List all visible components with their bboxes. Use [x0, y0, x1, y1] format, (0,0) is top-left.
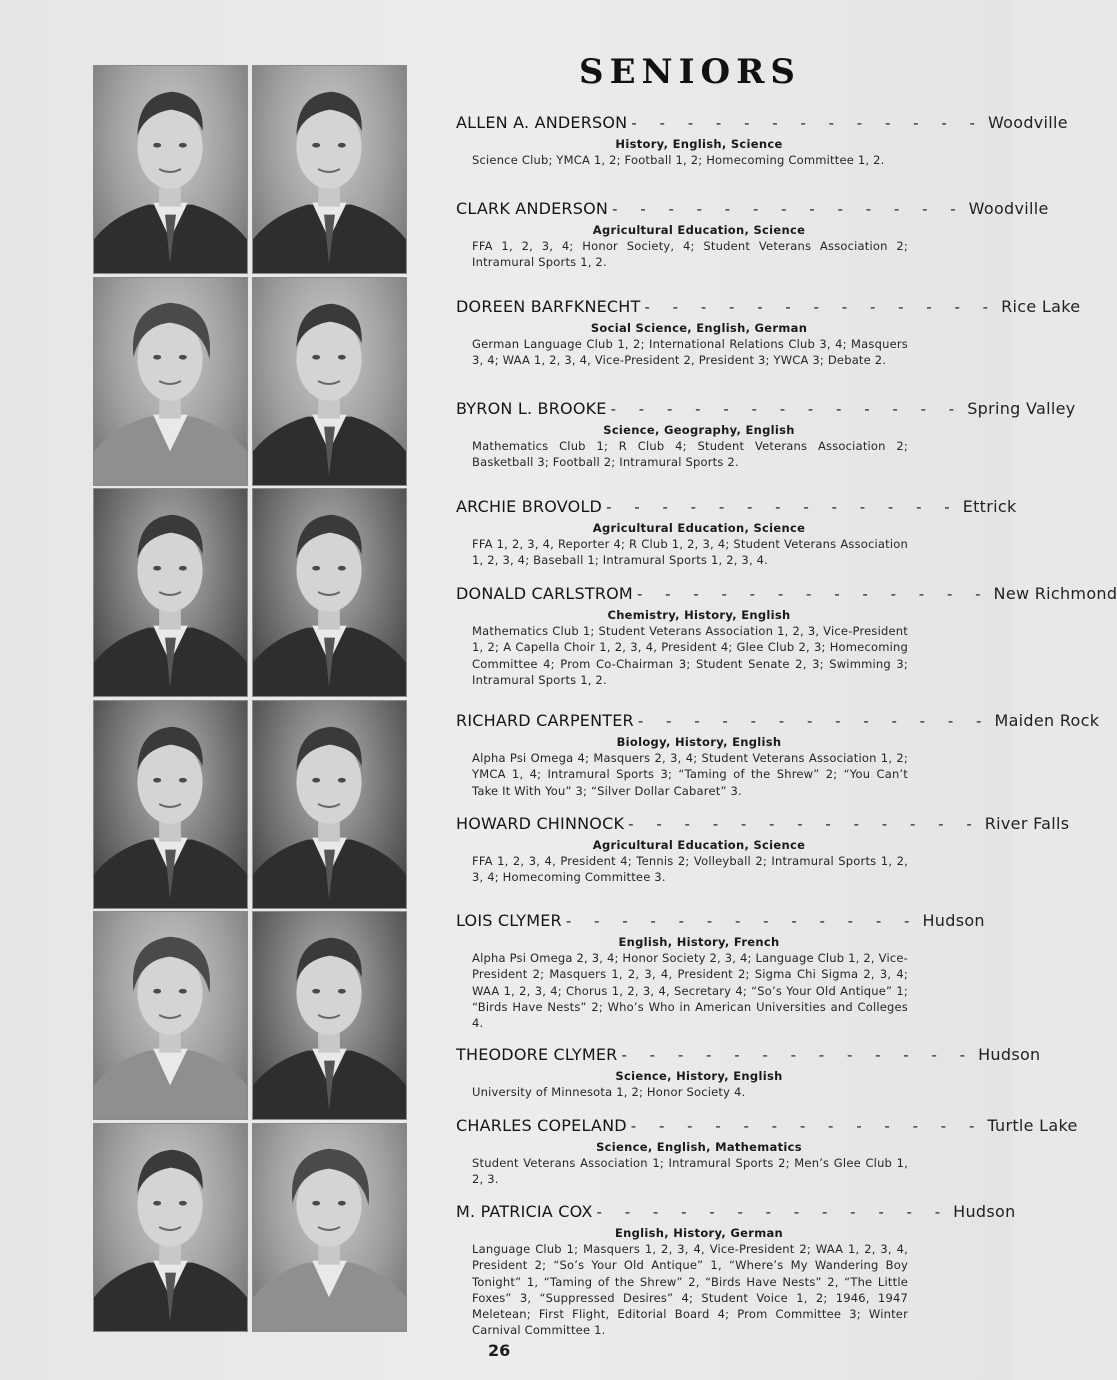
senior-name: HOWARD CHINNOCK: [456, 814, 625, 833]
senior-entry: [456, 584, 1117, 688]
activities: Alpha Psi Omega 2, 3, 4; Honor Society 2, 3, 4; Language Club 1, 2, Vice-President 2; Masquers 1, 2, 3, 4, President 2; Sigma Chi Sigma 2, 3, 4; WAA 1, 2, 3, 4; Chorus 1, 2, 3, 4, Secretary 4; “So’s Your Old Antique” 1; “Birds Have Nests” 2; Who’s Who in American Universities and Colleges 4.: [472, 951, 908, 1031]
senior-entry: [456, 1202, 1016, 1339]
entry-heading: [456, 199, 1049, 221]
hometown: New Richmond: [993, 584, 1117, 603]
activities: FFA 1, 2, 3, 4, Reporter 4; R Club 1, 2, 3, 4; Student Veterans Association 1, 2, 3, 4; Baseball 1; Intramural Sports 1, 2, 3, 4.: [472, 537, 908, 568]
senior-entry: [456, 113, 1068, 168]
page-title: SENIORS: [579, 52, 801, 92]
activities: FFA 1, 2, 3, 4, President 4; Tennis 2; Volleyball 2; Intramural Sports 1, 2, 3, 4; Homecoming Committee 3.: [472, 854, 908, 885]
senior-name: CHARLES COPELAND: [456, 1116, 627, 1135]
majors: Chemistry, History, English: [607, 608, 791, 622]
leader-dashes: - - - - - - - - - - - - -: [610, 400, 964, 418]
entry-heading: [456, 113, 1068, 135]
entry-heading: [456, 1045, 1041, 1067]
activities: University of Minnesota 1, 2; Honor Society 4.: [472, 1085, 746, 1099]
hometown: Woodville: [987, 113, 1068, 132]
leader-dashes: - - - - - - - - - - - - -: [636, 585, 990, 603]
entry-heading: [456, 711, 1100, 733]
senior-entry: [456, 399, 1076, 471]
senior-name: BYRON L. BROOKE: [456, 399, 607, 418]
hometown: Rice Lake: [1001, 297, 1081, 316]
portrait-photo: [252, 1123, 407, 1332]
activities: German Language Club 1, 2; International Relations Club 3, 4; Masquers 3, 4; WAA 1, 2, 3, 4, Vice-President 2, President 3; YWCA 3; Debate 2.: [472, 337, 908, 368]
senior-name: ALLEN A. ANDERSON: [456, 113, 628, 132]
leader-dashes: - - - - - - - - - - - - -: [596, 1203, 950, 1221]
leader-dashes: - - - - - - - - - - - - -: [621, 1046, 975, 1064]
portrait-photo: [93, 488, 248, 697]
portrait-photo: [252, 488, 407, 697]
portrait-silhouette: [253, 1124, 406, 1331]
senior-entry: [456, 711, 1100, 799]
hometown: Maiden Rock: [994, 711, 1100, 730]
portrait-photo: [252, 277, 407, 486]
hometown: Hudson: [922, 911, 985, 930]
entry-heading: [456, 399, 1076, 421]
portrait-silhouette: [94, 912, 247, 1119]
hometown: Hudson: [978, 1045, 1041, 1064]
page-number: 26: [488, 1341, 511, 1360]
entry-heading: [456, 497, 1017, 519]
senior-name: ARCHIE BROVOLD: [456, 497, 603, 516]
majors: Agricultural Education, Science: [592, 838, 806, 852]
portrait-silhouette: [253, 66, 406, 273]
senior-name: DOREEN BARFKNECHT: [456, 297, 641, 316]
leader-dashes: - - - - - - - - - - - - -: [630, 1117, 984, 1135]
senior-name: LOIS CLYMER: [456, 911, 562, 930]
senior-entry: [456, 297, 1081, 369]
entry-heading: [456, 1202, 1016, 1224]
senior-name: RICHARD CARPENTER: [456, 711, 634, 730]
majors: Science, English, Mathematics: [596, 1140, 802, 1154]
entry-heading: [456, 911, 985, 933]
portrait-photo: [252, 700, 407, 909]
leader-dashes: - - - - - - - - - - - - -: [628, 815, 981, 833]
senior-entry: [456, 911, 985, 1031]
portrait-photo: [252, 65, 407, 274]
leader-dashes: - - - - - - - - - - - - -: [631, 114, 984, 132]
hometown: River Falls: [984, 814, 1070, 833]
senior-entry: [456, 1116, 1078, 1188]
hometown: Woodville: [968, 199, 1049, 218]
portrait-grid: [93, 65, 407, 1332]
portrait-silhouette: [253, 701, 406, 908]
leader-dashes: - - - - - - - - - - - - -: [612, 200, 965, 218]
entry-heading: [456, 584, 1117, 606]
portrait-silhouette: [253, 912, 406, 1119]
activities: Mathematics Club 1; R Club 4; Student Veterans Association 2; Basketball 3; Football 2; Intramural Sports 2.: [472, 439, 908, 470]
majors: Agricultural Education, Science: [592, 223, 806, 237]
portrait-silhouette: [94, 278, 247, 485]
hometown: Spring Valley: [967, 399, 1076, 418]
activities: Student Veterans Association 1; Intramural Sports 2; Men’s Glee Club 1, 2, 3.: [472, 1156, 908, 1187]
senior-name: M. PATRICIA COX: [456, 1202, 593, 1221]
portrait-silhouette: [94, 489, 247, 696]
majors: English, History, French: [618, 935, 780, 949]
leader-dashes: - - - - - - - - - - - - -: [637, 712, 991, 730]
senior-entry: [456, 814, 1070, 886]
hometown: Ettrick: [962, 497, 1017, 516]
majors: Social Science, English, German: [590, 321, 808, 335]
senior-name: CLARK ANDERSON: [456, 199, 609, 218]
activities: Science Club; YMCA 1, 2; Football 1, 2; Homecoming Committee 1, 2.: [472, 153, 885, 167]
hometown: Turtle Lake: [987, 1116, 1078, 1135]
portrait-photo: [252, 911, 407, 1120]
portrait-photo: [93, 911, 248, 1120]
senior-name: DONALD CARLSTROM: [456, 584, 633, 603]
senior-entry: [456, 497, 1017, 569]
portrait-photo: [93, 277, 248, 486]
portrait-silhouette: [253, 489, 406, 696]
hometown: Hudson: [953, 1202, 1016, 1221]
portrait-silhouette: [94, 1124, 247, 1331]
majors: Biology, History, English: [616, 735, 782, 749]
majors: History, English, Science: [615, 137, 783, 151]
majors: English, History, German: [614, 1226, 784, 1240]
activities: Alpha Psi Omega 4; Masquers 2, 3, 4; Student Veterans Association 1, 2; YMCA 1, 4; Intramural Sports 3; “Taming of the Shrew” 2; “You Can’t Take It With You” 3; “Silver Dollar Cabaret” 3.: [472, 751, 908, 798]
senior-entry: [456, 199, 1049, 271]
majors: Science, History, English: [615, 1069, 783, 1083]
portrait-silhouette: [94, 66, 247, 273]
senior-name: THEODORE CLYMER: [456, 1045, 618, 1064]
leader-dashes: - - - - - - - - - - - - -: [606, 498, 959, 516]
leader-dashes: - - - - - - - - - - - - -: [644, 298, 998, 316]
activities: Mathematics Club 1; Student Veterans Association 1, 2, 3, Vice-President 1, 2; A Capella Choir 1, 2, 3, 4, President 4; Glee Club 2, 3; Homecoming Committee 4; Prom Co-Chairman 3; Student Senate 2, 3; Swimming 3; Intramural Sports 1, 2.: [472, 624, 908, 687]
entry-heading: [456, 814, 1070, 836]
senior-entry: [456, 1045, 1041, 1100]
portrait-photo: [93, 65, 248, 274]
entry-heading: [456, 1116, 1078, 1138]
portrait-silhouette: [94, 701, 247, 908]
leader-dashes: - - - - - - - - - - - - -: [565, 912, 919, 930]
portrait-silhouette: [253, 278, 406, 485]
entry-heading: [456, 297, 1081, 319]
activities: Language Club 1; Masquers 1, 2, 3, 4, Vice-President 2; WAA 1, 2, 3, 4, President 2; “So’s Your Old Antique” 1, “Where’s My Wandering Boy Tonight” 1, “Taming of the Shrew” 2, “Birds Have Nests” 2, “The Little Foxes” 3, “Suppressed Desires” 4; Student Voice 1, 2; 1946, 1947 Meletean; First Flight, Editorial Board 4; Prom Committee 3; Winter Carnival Committee 1.: [472, 1242, 908, 1338]
majors: Agricultural Education, Science: [592, 521, 806, 535]
majors: Science, Geography, English: [603, 423, 795, 437]
portrait-photo: [93, 1123, 248, 1332]
activities: FFA 1, 2, 3, 4; Honor Society, 4; Student Veterans Association 2; Intramural Sports 1, 2.: [472, 239, 908, 270]
portrait-photo: [93, 700, 248, 909]
